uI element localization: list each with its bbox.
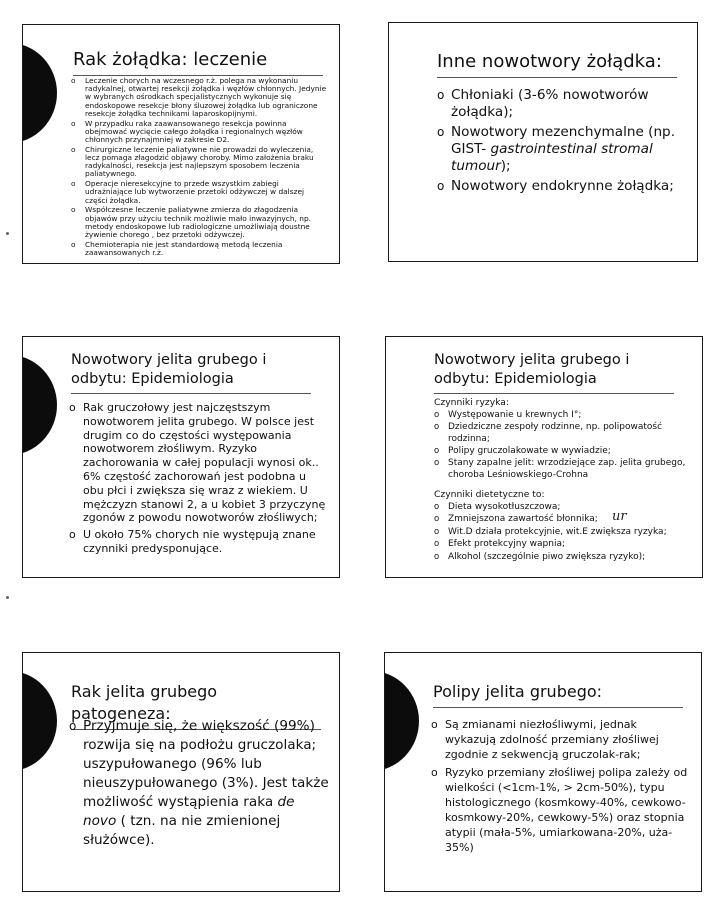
slide-polipy-jelita-grubego	[384, 652, 702, 892]
slide-rak-zoladka-leczenie	[22, 24, 340, 264]
slide-title: Polipy jelita grubego:	[433, 681, 683, 708]
list-item: o Polipy gruczolakowate w wywiadzie;	[434, 446, 692, 457]
list-item-text: ( tzn. na nie zmienionej służówce).	[83, 813, 281, 848]
slide-title: Inne nowotwory żołądka:	[437, 51, 677, 78]
list-item: o Leczenie chorych na wczesnego r.ż. polega na wykonaniu radykalnej, otwartej resekcji żołądka i węzłów chłonnych. Jedynie w wybranych ośrodkach specjalistycznych wykonuje się endoskopowe resekcje błony śluzowej żołądka lub ograniczone resekcje żołądka technikami laparoskopijnymi.	[71, 77, 327, 118]
list-item-text: );	[500, 158, 511, 174]
bullet-list	[437, 87, 687, 198]
bullet-list	[69, 717, 331, 853]
section-label-diet-factors: Czynniki dietetyczne to:	[434, 489, 545, 500]
slide-title: Rak jelita grubego patogeneza:	[71, 681, 321, 730]
list-item: o Dieta wysokotłuszczowa;	[434, 502, 696, 513]
bullet-list	[71, 77, 327, 259]
list-item: o Zmniejszona zawartość błonnika;	[434, 514, 696, 525]
list-item-text: Przyjmuje się, że większość (99%) rozwija się na podłożu gruczolaka; uszypułowanego (96% lub nieuszypułowanego (3%). Jest także możliwość wystąpienia raka	[83, 718, 329, 810]
list-item-text: Nowotwory endokrynne żołądka;	[451, 178, 674, 194]
list-item	[437, 178, 687, 195]
list-item: o Współczesne leczenie paliatywne zmierza do złagodzenia objawów przy użyciu technik możliwie mało inwazyjnych, np. metody endoskopowe lub radiologiczne umożliwiają doustne żywienie chorego , bez przetoki odżywczej.	[71, 206, 327, 239]
scan-speck	[6, 232, 9, 235]
list-item: o Alkohol (szczególnie piwo zwiększa ryzyko);	[434, 552, 696, 563]
list-item: o Efekt protekcyjny wapnia;	[434, 539, 696, 550]
scan-speck	[6, 596, 9, 599]
list-item	[69, 717, 331, 850]
list-item: o Ryzyko przemiany złośliwej polipa zależy od wielkości (<1cm-1%, > 2cm-50%), typu histologicznego (kosmkowy-40%, cewkowo-kosmkowy-20%, cewkowy-5%) oraz stopnia atypii (mała-5%, umiarkowana-20%, uża-35%)	[431, 765, 689, 855]
list-item: o Stany zapalne jelit: wrzodziejące zap. jelita grubego, choroba Leśniowskiego-Crohna	[434, 458, 692, 480]
list-item: o Występowanie u krewnych I°;	[434, 410, 692, 421]
list-item: o Dziedziczne zespoły rodzinne, np. polipowatość rodzinna;	[434, 422, 692, 444]
slide-nowotwory-jelita-epidemiologia-2	[385, 336, 703, 578]
list-item: o Wit.D działa protekcyjnie, wit.E zwiększa ryzyka;	[434, 527, 696, 538]
bullet-list	[69, 401, 327, 559]
slide-title: Rak żołądka: leczenie	[73, 49, 323, 76]
slide-tab-decoration	[22, 355, 57, 455]
slide-nowotwory-jelita-epidemiologia-1	[22, 336, 340, 578]
list-item	[437, 124, 687, 175]
list-item: o Operacje nieresekcyjne to przede wszystkim zabiegi udrażniające lub wytworzenie przetoki odżywczej w dalszej części żołądka.	[71, 180, 327, 205]
list-item-text: Chłoniaki (3-6% nowotworów żołądka);	[451, 87, 649, 120]
list-item-italic-text: gastrointestinal stromal tumour	[451, 141, 653, 174]
diet-factor-list	[434, 502, 696, 564]
slide-title: Nowotwory jelita grubego i odbytu: Epidemiologia	[71, 351, 311, 394]
bullet-list	[431, 717, 689, 858]
slide-rak-jelita-patogeneza	[22, 652, 340, 892]
slide-inne-nowotwory-zoladka	[388, 22, 698, 262]
list-item: o W przypadku raka zaawansowanego resekcja powinna obejmować wycięcie całego żołądka i regionalnych węzłów chłonnych przynajmniej w zakresie D2.	[71, 120, 327, 145]
list-item: o Rak gruczołowy jest najczęstszym nowotworem jelita grubego. W polsce jest drugim co do częstości występowania nowotworem złośliwym. Ryzyko zachorowania w całej populacji wynosi ok.. 6% częstość zachorowań jest podobna u obu płci i zwiększa się wraz z wiekiem. U mężczyzn stanowi 2, a u kobiet 3 przyczynę zgonów z powodu nowotworów złośliwych;	[69, 401, 327, 525]
list-item: o Są zmianami niezłośliwymi, jednak wykazują zdolność przemiany złośliwej zgodnie z sekwencją gruczolak-rak;	[431, 717, 689, 762]
section-label-risk-factors: Czynniki ryzyka:	[434, 397, 510, 408]
list-item: o Chemioterapia nie jest standardową metodą leczenia zaawansowanych r.ż.	[71, 241, 327, 257]
list-item: o Chirurgiczne leczenie paliatywne nie prowadzi do wyleczenia, lecz pomaga złagodzić objawy choroby. Mimo założenia braku radykalności, resekcja jest najlepszym sposobem leczenia paliatywnego.	[71, 146, 327, 179]
slide-tab-decoration	[384, 671, 419, 771]
list-item-text: Nowotwory mezenchymalne (np. GIST-	[451, 124, 676, 157]
slide-tab-decoration	[22, 671, 57, 771]
list-item-italic-text: de novo	[83, 794, 295, 829]
list-item: o U około 75% chorych nie występują znane czynniki predysponujące.	[69, 528, 327, 556]
slide-title: Nowotwory jelita grubego i odbytu: Epidemiologia	[434, 351, 674, 394]
handwritten-annotation: ur	[612, 509, 627, 524]
slide-tab-decoration	[22, 43, 57, 143]
list-item	[437, 87, 687, 121]
risk-factor-list	[434, 410, 692, 482]
